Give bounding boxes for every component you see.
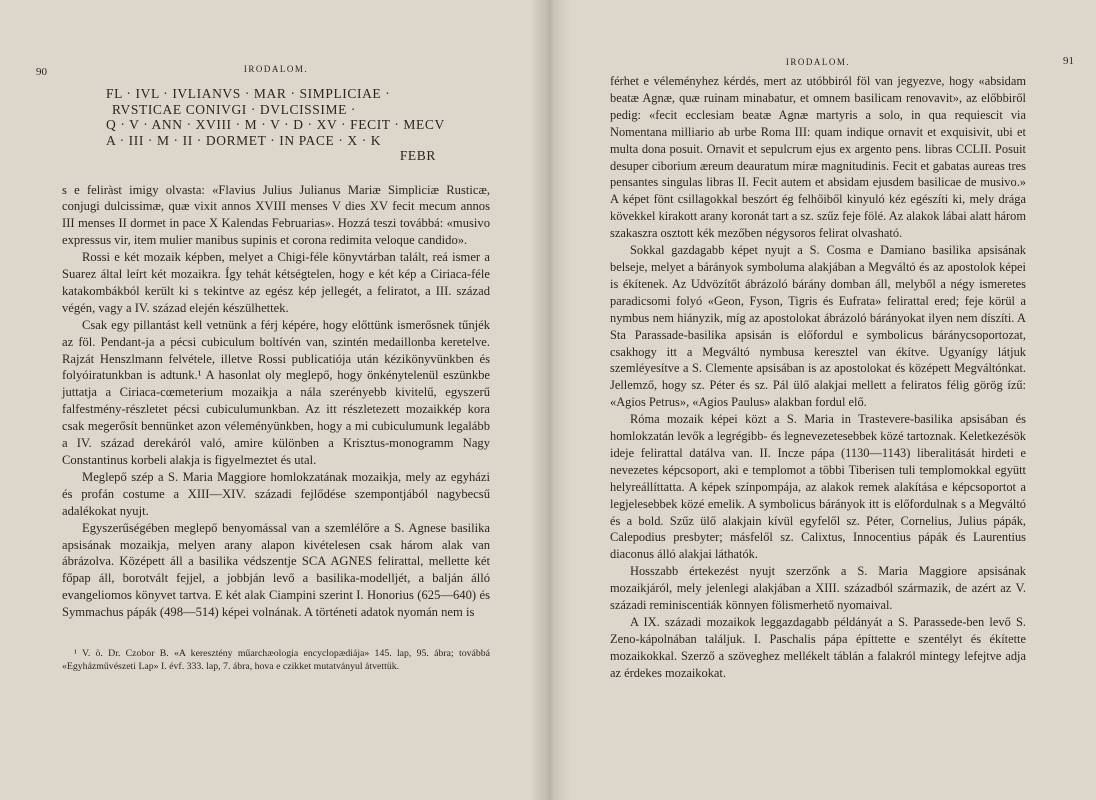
paragraph: Rossi e két mozaik képben, melyet a Chigi-féle könyvtárban talált, reá ismer a Suarez által leírt két mozaikra. Így tehát kétségtelen, hogy e két kép a Ciriaca-féle katakombákból került ki s tekintve az egész kép jellegét, a feliratot, a III. század végén, vagy a IV. század elején készülhettek.: [62, 250, 490, 315]
book-gutter: [530, 0, 570, 800]
paragraph: Meglepő szép a S. Maria Maggiore homlokzatának mozaikja, mely az egyházi és profán costume a XIII—XIV. századi fejlődése szempontjából nagybecsű adalékokat nyujt.: [62, 469, 490, 518]
paragraph: Csak egy pillantást kell vetnünk a férj képére, hogy előttünk ismerősnek tűnjék az föl. Pendant-ja a pécsi cubiculum boltívén van, szintén medaillonba keretelve. Rajzát Henszlmann felvétele, illetve Rossi publicatiója után kézikönyvünkben és folyóiratunkban is adtunk.¹ A hasonlat oly meglepő, hogy önkénytelenül eszünkbe juttatja a Ciriaca-cœmeterium mozaikja a nála szerényebb kivitelű, egyszerű falfestmény-részletet pécsi cubiculumunkban. Az itt részletezett mozaikkép kora csak megerősít bennünket azon véleményünkben, hogy a mi cubiculumunk legalább a IV. század derekáról való, amire különben a Krisztus-monogramm Nagy Constantinus korbeli alakja is figyelmeztet és utal.: [62, 317, 490, 467]
inscription-line: Q · V · ANN · XVIII · M · V · D · XV · FECIT · MECV: [106, 117, 445, 132]
paragraph: A IX. századi mozaikok leggazdagabb példányát a S. Parassede-ben levő S. Zeno-kápolnában találjuk. I. Paschalis pápa építtette e szentélyt és ékítette mozaikokkal. Szerző a szöveghez mellékelt táblán a falakról mintegy lefejtve adja az érdekes mozaikokat.: [610, 615, 1026, 680]
page-number-right: 91: [1063, 55, 1074, 67]
right-page: [548, 0, 1096, 800]
paragraph: férhet e véleményhez kérdés, mert az utóbbiról föl van jegyezve, hogy «absidam beatæ Agnæ, quæ ruinam minabatur, et omnem basilicam renovavit», az előbbiről pedig: «fecit ecclesiam beatæ Agnæ martyris a solo, in qua requiescit via Nomentana milliario ab urbe Roma III: quam indique ornavit et exquisivit, ubi et multa dona posuit. Ornavit et sepulcrum ejus ex argento pens. libras CCLII. Posuit desuper ciborium æreum deauratum miræ magnitudinis. Fecit et gabatas aureas tres pensantes singulas libras II. Fecit autem et absidam ejusdem basilicae de musivo.» A képet fönt csillagokkal beszórt ég felhőiből kinyuló kéz egészíti ki, mely drága kövekkel kirakott arany koronát tart a sz. szűz feje fölé. Az alakok lábai alatt három szakaszra osztott kék mezőben négysoros felirat olvasható.: [610, 74, 1026, 241]
footnote: ¹ V. ö. Dr. Czobor B. «A keresztény műarchæologia encyclopædiája» 145. lap, 95. ábra; továbbá «Egyházművészeti Lap» I. évf. 333. lap, 7. ábra, hova e czikket mutatványul átvettük.: [62, 648, 490, 673]
paragraph: Hosszabb értekezést nyujt szerzőnk a S. Maria Maggiore apsisának mozaikjáról, mely jelenlegi alakjában a XIII. századból származik, de azért az V. századi reminiscentiák könnyen fölismerhető nyomaival.: [610, 564, 1026, 613]
running-title-right: IRODALOM.: [785, 57, 851, 67]
latin-inscription: [106, 86, 445, 164]
inscription-line: A · III · M · II · DORMET · IN PACE · X · K: [106, 132, 382, 148]
inscription-line: FEBR: [399, 148, 436, 163]
paragraph: Róma mozaik képei közt a S. Maria in Trastevere-basilika apsisában és homlokzatán levők a legrégibb- és legnevezetesebbek közé tartoznak. Keletkezésök ideje felirattal datálva van. II. Incze pápa (1130—1143) liberalitását hirdeti e nevezetes képcsoport, aki e templomot a többi Tiberisen tuli templomokkal együtt helyreállíttatta. A képek színpompája, az alakok remek alakítása e képcsoportot a legjelesebbek közé emelik. A symbolicus bárányok itt is előfordulnak s a Megváltó és a bold. Szűz ülő alakjain kívül egyfelől sz. Péter, Cornelius, Julius pápák, Calepodius presbyter; másfelől sz. Calixtus, Innocentius pápák és Laurentius diaconus álló alakjai láthatók.: [610, 412, 1026, 562]
inscription-line: FL · IVL · IVLIANVS · MAR · SIMPLICIAE ·: [106, 86, 391, 101]
running-title-left: IRODALOM.: [243, 64, 309, 74]
paragraph: s e feliràst imigy olvasta: «Flavius Julius Julianus Mariæ Simpliciæ Rusticæ, conjugi dulcissimæ, quæ vixit annos XVIII menses V dies XV fecit mecum annos III menses II dormet in pace X Kalendas Februarias». Hozzá teszi továbbá: «musivo expressus vir, item mulier manibus supinis et corona redimita veloque candido».: [62, 182, 490, 248]
running-head-right: [610, 55, 1074, 73]
inscription-line: RVSTICAE CONIVGI · DVLCISSIME ·: [112, 101, 357, 117]
paragraph: Sokkal gazdagabb képet nyujt a S. Cosma e Damiano basilika apsisának belseje, melyet a bárányok symboluma alakjában a Megváltó és az apostolok képei is ékítenek. Az Udvözítőt ábrázoló bárány domban áll, melyből a négy ismeretes paradicsomi folyó «Geon, Fyson, Tigris és Eufrata» felirattal ered; feje körül a nymbus nem hiányzik, míg az apostolokat ábrázoló bárányokat ilyen nem díszíti. A Sta Parassade-basilika apsisán is előfordul e symbolicus báránycsoportozat, csakhogy itt a Megváltó nymbusa keresztel van ékítve. Ugyanígy látjuk szemléyesítve a S. Clemente apsisában is az apostolokat és középett Megváltónkat. Jellemző, hogy sz. Péter és sz. Pál ülő alakjai mellett a feliratos félig görög ízű: «Agios Petrus», «Agios Paulus» alakban fordul elő.: [610, 243, 1026, 410]
running-head-left: [36, 58, 490, 78]
paragraph: Egyszerűségében meglepő benyomással van a szemlélőre a S. Agnese basilika apsisának mozaikja, melyen arany alapon kivételesen csak három alak van ábrázolva. Középett áll a basilika védszentje SCA AGNES felirattal, mellette két főpap áll, borotvált fejjel, a jobbján levő a basilika-modelljét, a balján álló evangeliomos könyvet tartva. E két alak Ciampini szerint I. Honorius (625—640) és Symmachus pápák (498—514) képei volnának. A történeti adatok nyomán nem is: [62, 520, 490, 620]
page-number-left: 90: [36, 66, 47, 78]
